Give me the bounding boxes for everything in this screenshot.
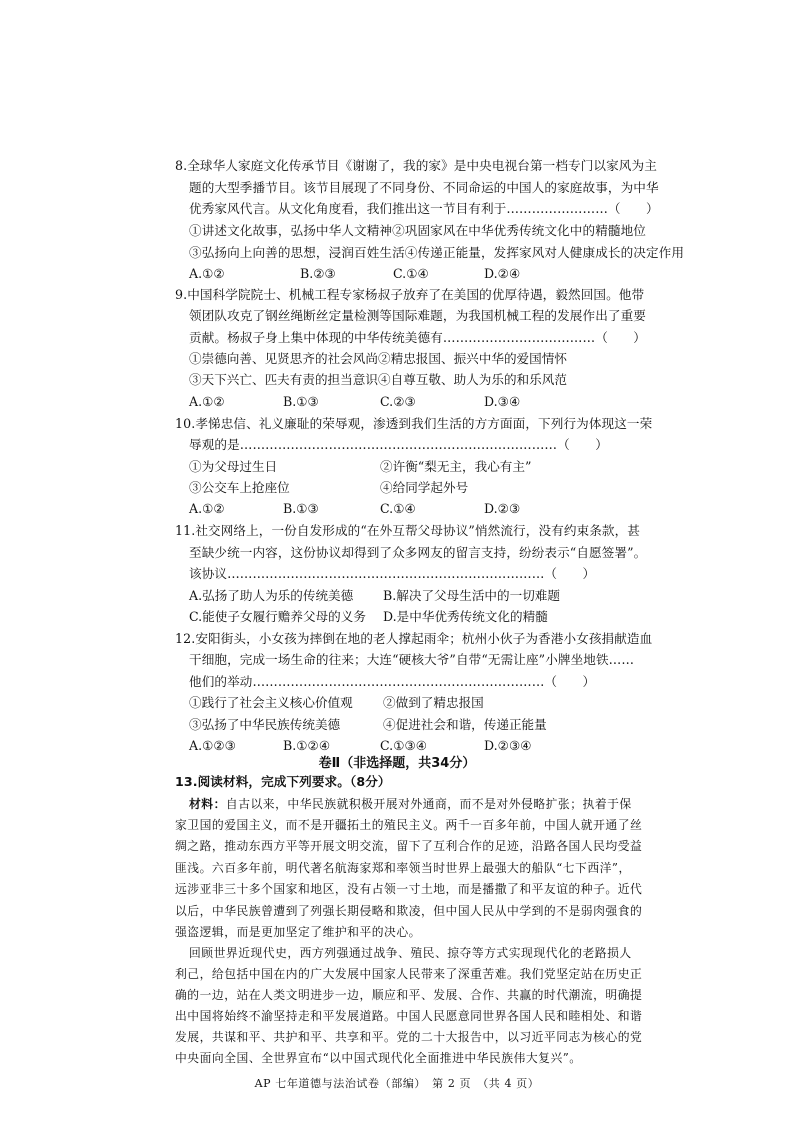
q12-option-c[interactable]: C.①③④: [380, 738, 428, 753]
q8-option-b[interactable]: B.②③: [300, 266, 336, 281]
q12-option-a[interactable]: A.①②③: [189, 738, 236, 753]
q10-option-b[interactable]: B.①③: [283, 501, 319, 516]
q8-line-5: ③弘扬向上向善的思想，浸润百姓生活④传递正能量，发挥家风对人健康成长的决定作用: [189, 245, 685, 260]
q11-option-b[interactable]: B.解决了父母生活中的一切难题: [383, 588, 560, 603]
q11-line-3: 该协议…………………………………………………………………（ ）: [189, 566, 596, 581]
q12-line-2: 干细胞，完成一场生命的往来；大连“硬核大爷”自带“无需让座”小牌坐地铁……: [189, 652, 635, 667]
q12-line-3: 他们的举动……………………………………………………………（ ）: [189, 674, 596, 689]
q13-material-line-11: 出中国将始终不渝坚持走和平发展道路。中国人民愿意同世界各国人民和睦相处、和谐: [175, 1009, 643, 1023]
q9-option-b[interactable]: B.①③: [283, 394, 319, 409]
q9-item-1: ①崇德向善、见贤思齐的社会风尚: [189, 351, 378, 366]
q8-option-c[interactable]: C.①④: [393, 266, 429, 281]
q13-material-line-2: 家卫国的爱国主义，而不是开疆拓土的殖民主义。两千一百多年前，中国人就开通了丝: [175, 818, 643, 832]
q10-item-4: ④给同学起外号: [380, 480, 469, 495]
q13-material-line-3: 绸之路，推动东西方平等开展文明交流，留下了互利合作的足迹，沿路各国人民均受益: [175, 839, 643, 853]
q9-item-2: ②精忠报国、振兴中华的爱国情怀: [378, 351, 567, 366]
q13-material-line-1: [189, 796, 632, 813]
q8-line-2: 题的大型季播节目。该节目展现了不同身份、不同命运的中国人的家庭故事，为中华: [189, 180, 659, 195]
q10-item-1: ①为父母过生日: [189, 459, 278, 474]
q9-item-3: ③天下兴亡、匹夫有责的担当意识: [189, 372, 378, 387]
q12-line-1: 12.安阳街头，小女孩为摔倒在地的老人撑起雨伞；杭州小伙子为香港小女孩捐献造血: [175, 631, 653, 646]
q11-line-2: 至缺少统一内容，这份协议却得到了众多网友的留言支持，纷纷表示“自愿签署”。: [189, 545, 647, 560]
q13-material-text-1: 自古以来，中华民族就积极开展对外通商，而不是对外侵略扩张；执着于保: [225, 797, 632, 811]
page-footer: AP 七年道德与法治试卷（部编） 第 2 页 （共 4 页）: [254, 1077, 540, 1090]
q13-material-line-7: 强盗逻辑，而是更加坚定了维护和平的决心。: [175, 925, 421, 939]
section-2-heading: 卷Ⅱ（非选择题，共34分）: [318, 756, 476, 771]
q8-option-d[interactable]: D.②④: [484, 266, 521, 281]
q10-line-2: 辱观的是…………………………………………………………………（ ）: [189, 437, 608, 452]
q12-item-1: ①践行了社会主义核心价值观: [189, 695, 353, 710]
q10-option-a[interactable]: A.①②: [189, 501, 225, 516]
q10-line-1: 10.孝悌忠信、礼义廉耻的荣辱观，渗透到我们生活的方方面面，下列行为体现这一荣: [175, 416, 653, 431]
q8-line-1: 8.全球华人家庭文化传承节目《谢谢了，我的家》是中央电视台第一档专门以家风为主: [175, 158, 657, 173]
q13-material-line-13: 中央面向全国、全世界宣布“以中国式现代化全面推进中华民族伟大复兴”。: [175, 1051, 582, 1065]
q13-material-line-8: 回顾世界近现代史，西方列强通过战争、殖民、掠夺等方式实现现代化的老路损人: [189, 946, 632, 960]
q11-option-a[interactable]: A.弘扬了助人为乐的传统美德: [189, 588, 354, 603]
q12-item-4: ④促进社会和谐，传递正能量: [383, 717, 547, 732]
q10-option-d[interactable]: D.②③: [484, 501, 521, 516]
q11-option-c[interactable]: C.能使子女履行赡养父母的义务: [189, 609, 366, 624]
q9-option-d[interactable]: D.③④: [484, 394, 521, 409]
q9-item-4: ④自尊互敬、助人为乐的和乐风范: [378, 372, 567, 387]
q11-line-1: 11.社交网络上，一份自发形成的“在外互帮父母协议”悄然流行，没有约束条款，甚: [175, 523, 640, 538]
q9-option-a[interactable]: A.①②: [189, 394, 225, 409]
q10-item-3: ③公交车上抢座位: [189, 480, 290, 495]
q13-material-line-6: 以后，中华民族曾遭到了列强长期侵略和欺凌，但中国人民从中学到的不是弱肉强食的: [175, 904, 643, 918]
q9-option-c[interactable]: C.②③: [380, 394, 416, 409]
q12-option-b[interactable]: B.①②④: [283, 738, 331, 753]
q9-line-2: 领团队攻克了钢丝绳断丝定量检测等国际难题，为我国机械工程的发展作出了重要: [189, 308, 646, 323]
q13-material-label: 材料：: [189, 797, 226, 811]
q8-option-a[interactable]: A.①②: [189, 266, 225, 281]
q13-material-line-12: 发展，共谋和平、共护和平、共享和平。党的二十大报告中，以习近平同志为核心的党: [175, 1030, 643, 1044]
q8-line-3: 优秀家风代言。从文化角度看，我们推出这一节目有利于……………………（ ）: [189, 201, 659, 216]
q13-material-line-9: 利己，给包括中国在内的广大发展中国家人民带来了深重苦难。我们党坚定站在历史正: [175, 967, 643, 981]
q12-item-3: ③弘扬了中华民族传统美德: [189, 717, 341, 732]
q10-option-c[interactable]: C.①④: [380, 501, 416, 516]
q9-line-3: 贡献。杨叔子身上集中体现的中华传统美德有………………………………（ ）: [189, 330, 646, 345]
q13-title: 13.阅读材料，完成下列要求。（8分）: [175, 774, 391, 789]
q10-item-2: ②许衡“梨无主，我心有主”: [380, 459, 532, 474]
q13-material-line-4: 匪浅。六百多年前，明代著名航海家郑和率领当时世界上最强大的船队“七下西洋”，: [175, 861, 631, 875]
q9-line-1: 9.中国科学院院士、机械工程专家杨叔子放弃了在美国的优厚待遇，毅然回国。他带: [175, 287, 645, 302]
q12-item-2: ②做到了精忠报国: [383, 695, 484, 710]
q13-material-line-5: 远涉亚非三十多个国家和地区，没有占领一寸土地，而是播撒了和平友谊的种子。近代: [175, 882, 643, 896]
q11-option-d[interactable]: D.是中华优秀传统文化的精髓: [383, 609, 548, 624]
q12-option-d[interactable]: D.②③④: [484, 738, 532, 753]
q8-line-4: ①讲述文化故事，弘扬中华人文精神②巩固家风在中华优秀传统文化中的精髓地位: [189, 223, 646, 238]
q13-material-line-10: 确的一边，站在人类文明进步一边，顺应和平、发展、合作、共赢的时代潮流，明确提: [175, 988, 643, 1002]
